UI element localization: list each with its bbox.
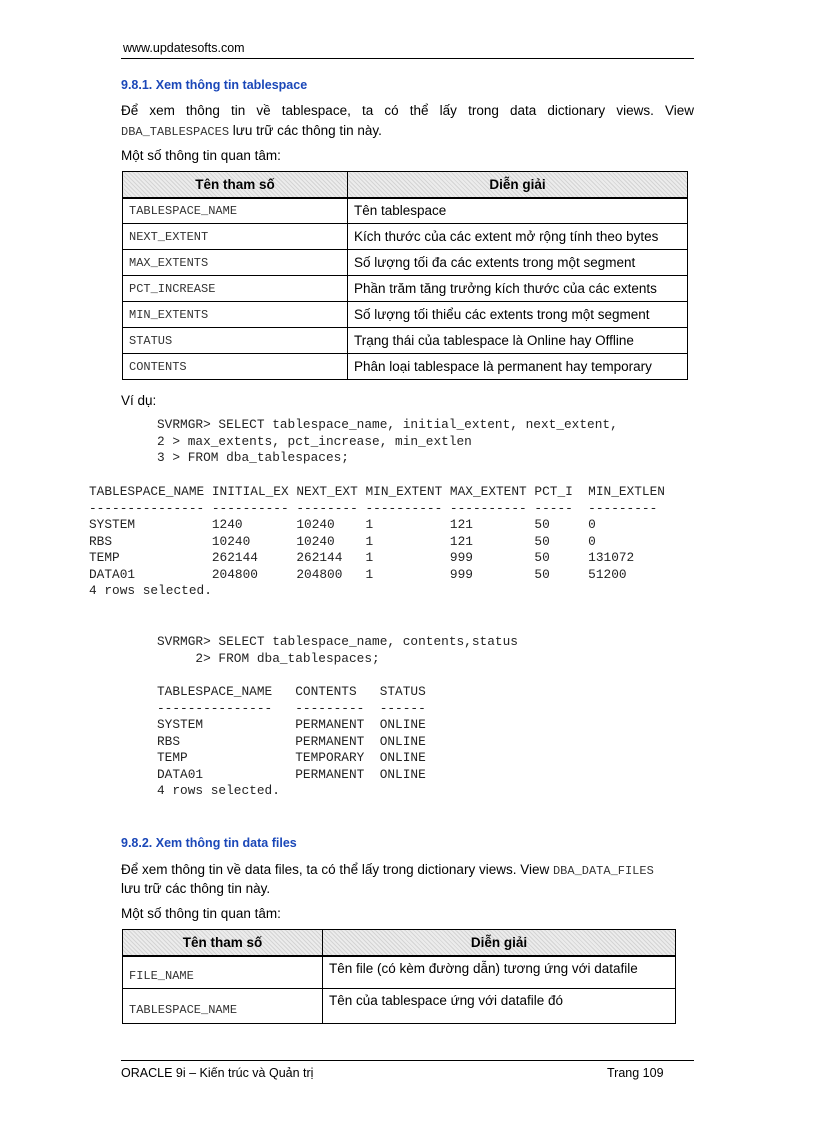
param-cell: TABLESPACE_NAME <box>123 989 323 1024</box>
param-cell: NEXT_EXTENT <box>123 224 348 250</box>
desc-cell: Tên file (có kèm đường dẫn) tương ứng với datafile <box>323 956 676 989</box>
table-row <box>123 956 676 989</box>
param-cell: STATUS <box>123 328 348 354</box>
table-row <box>123 328 688 354</box>
table-row <box>123 354 688 380</box>
desc-cell: Phân loại tablespace là permanent hay temporary <box>348 354 688 380</box>
datafiles-interest-label: Một số thông tin quan tâm: <box>121 906 281 921</box>
desc-cell: Số lượng tối đa các extents trong một segment <box>348 250 688 276</box>
table-row <box>123 224 688 250</box>
param-cell: PCT_INCREASE <box>123 276 348 302</box>
param-cell: MAX_EXTENTS <box>123 250 348 276</box>
desc-cell: Tên tablespace <box>348 198 688 224</box>
tablespace-params-table <box>122 171 688 380</box>
column-header-param: Tên tham số <box>123 172 348 198</box>
page-number: Trang 109 <box>607 1066 664 1080</box>
table-row <box>123 989 676 1024</box>
datafiles-params-table <box>122 929 676 1024</box>
datafiles-intro-line1 <box>121 860 654 881</box>
datafiles-intro-line2: lưu trữ các thông tin này. <box>121 881 271 896</box>
example-label: Ví dụ: <box>121 393 157 408</box>
table-row <box>123 302 688 328</box>
intro-paragraph-line2 <box>121 121 382 142</box>
datafiles-view-code: DBA_DATA_FILES <box>552 864 654 878</box>
header-divider <box>121 58 694 59</box>
table-row <box>123 198 688 224</box>
intro-paragraph-line1: Để xem thông tin về tablespace, ta có thể lấy trong data dictionary views. View <box>121 103 694 118</box>
param-cell: CONTENTS <box>123 354 348 380</box>
desc-cell: Trạng thái của tablespace là Online hay Offline <box>348 328 688 354</box>
table-row <box>123 276 688 302</box>
result-block-2: TABLESPACE_NAME CONTENTS STATUS --------------- --------- ------ SYSTEM PERMANENT ONLINE RBS PERMANENT ONLINE TEMP TEMPORARY ONLINE DATA01 PERMANENT ONLINE 4 rows selected. <box>157 684 426 798</box>
desc-cell: Số lượng tối thiểu các extents trong một segment <box>348 302 688 328</box>
header-url: www.updatesofts.com <box>123 41 245 55</box>
column-header-desc: Diễn giải <box>323 930 676 956</box>
column-header-param: Tên tham số <box>123 930 323 956</box>
desc-cell: Phần trăm tăng trưởng kích thước của các extents <box>348 276 688 302</box>
section-heading-datafiles: 9.8.2. Xem thông tin data files <box>121 836 297 850</box>
section-heading-tablespace: 9.8.1. Xem thông tin tablespace <box>121 78 308 92</box>
footer-title: ORACLE 9i – Kiến trúc và Quản trị <box>121 1066 314 1080</box>
column-header-desc: Diễn giải <box>348 172 688 198</box>
result-block-1: TABLESPACE_NAME INITIAL_EX NEXT_EXT MIN_EXTENT MAX_EXTENT PCT_I MIN_EXTLEN --------------- ---------- -------- ---------- ---------- ----- --------- SYSTEM 1240 10240 1 121 50 0 RBS 10240 10240 1 121 50 0 TEMP 262144 262144 1 999 50 131072 DATA01 204800 204800 1 999 50 51200 4 rows selected. <box>89 484 665 598</box>
table-row <box>123 250 688 276</box>
param-cell: MIN_EXTENTS <box>123 302 348 328</box>
table-header-row <box>123 930 676 956</box>
query-block-2: SVRMGR> SELECT tablespace_name, contents,status 2> FROM dba_tablespaces; <box>157 634 518 666</box>
datafiles-intro-text: Để xem thông tin về data files, ta có thể lấy trong dictionary views. View <box>121 862 553 877</box>
footer-divider <box>121 1060 694 1061</box>
query-block-1: SVRMGR> SELECT tablespace_name, initial_extent, next_extent, 2 > max_extents, pct_increase, min_extlen 3 > FROM dba_tablespaces; <box>157 417 618 465</box>
table-header-row <box>123 172 688 198</box>
interest-label: Một số thông tin quan tâm: <box>121 148 281 163</box>
view-name-code: DBA_TABLESPACES <box>121 125 230 139</box>
intro-rest-text: lưu trữ các thông tin này. <box>229 123 382 138</box>
param-cell: FILE_NAME <box>123 956 323 989</box>
desc-cell: Kích thước của các extent mở rộng tính theo bytes <box>348 224 688 250</box>
desc-cell: Tên của tablespace ứng với datafile đó <box>323 989 676 1024</box>
param-cell: TABLESPACE_NAME <box>123 198 348 224</box>
